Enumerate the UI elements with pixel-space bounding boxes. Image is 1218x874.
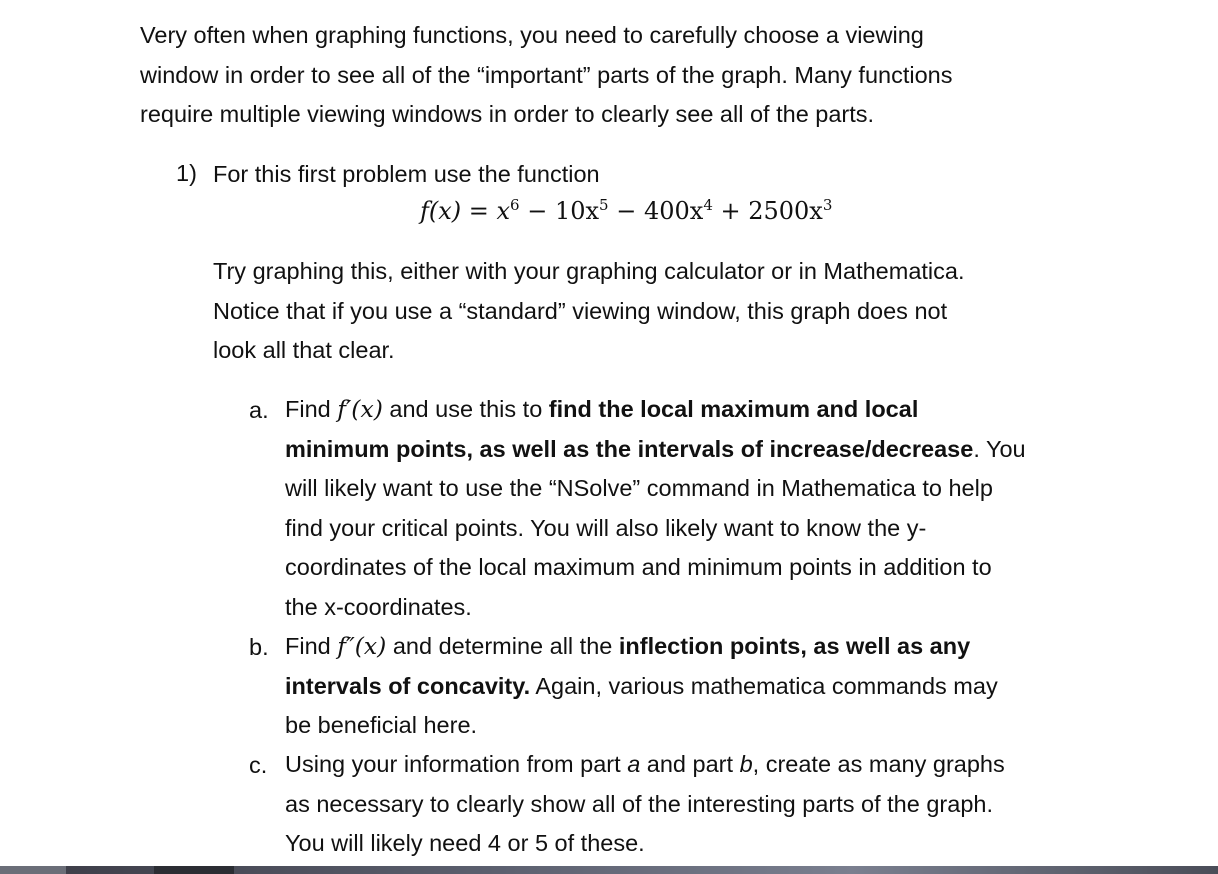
part-c-post: , create as many graphs: [752, 751, 1005, 777]
equation-term-2: − 10x: [519, 197, 600, 225]
intro-line-3: require multiple viewing windows in order to clearly see all of the parts.: [140, 101, 875, 127]
part-b-mid: and determine all the: [386, 633, 619, 659]
part-b-bold-1: inflection points, as well as any: [618, 633, 971, 659]
part-a-line-6: the x-coordinates.: [285, 593, 472, 620]
try-line-1: Try graphing this, either with your graphing calculator or in Mathematica.: [213, 258, 965, 284]
equation-term-3: − 400x: [608, 197, 704, 225]
second-derivative: f″(x): [337, 632, 387, 660]
part-a-bold-1: find the local maximum and local: [548, 396, 919, 422]
taskbar-item[interactable]: [0, 866, 66, 874]
part-b-post: Again, various mathematica commands may: [530, 672, 998, 699]
equation-term-4: + 2500x: [712, 197, 823, 225]
equation-exponent-6: 6: [510, 196, 520, 214]
intro-paragraph: [140, 16, 952, 135]
part-c-pre: Using your information from part: [285, 751, 628, 777]
part-a-mid: and use this to: [382, 396, 549, 422]
part-a-bold-2: minimum points, as well as the intervals of increase/decrease: [285, 435, 974, 462]
try-line-3: look all that clear.: [213, 337, 395, 363]
try-line-2: Notice that if you use a “standard” viewing window, this graph does not: [213, 297, 948, 324]
taskbar-item[interactable]: [154, 866, 234, 874]
part-a-line-5: coordinates of the local maximum and minimum points in addition to: [285, 554, 992, 580]
intro-line-2: window in order to see all of the “important” parts of the graph. Many functions: [140, 61, 953, 88]
part-a-label: a.: [249, 397, 269, 423]
part-b-label: b.: [249, 634, 269, 660]
part-a-line-3: will likely want to use the “NSolve” command in Mathematica to help: [285, 475, 993, 501]
part-b-bold-2: intervals of concavity.: [285, 672, 531, 699]
part-a-post: . You: [973, 435, 1026, 462]
part-c-line-2: as necessary to clearly show all of the interesting parts of the graph.: [285, 790, 993, 817]
equation-exponent-5: 5: [599, 196, 609, 214]
first-derivative: f′(x): [337, 395, 383, 423]
part-b-text: [285, 627, 998, 746]
part-a-line-4: find your critical points. You will also likely want to know the y-: [285, 514, 927, 541]
part-c-text: [285, 745, 1005, 864]
part-c-label: c.: [249, 752, 268, 778]
function-equation: [420, 196, 832, 225]
problem-lead: For this first problem use the function: [213, 161, 600, 187]
equation-lhs: f(x) = x: [420, 197, 511, 225]
equation-exponent-4: 4: [703, 196, 713, 214]
problem-number: 1): [176, 160, 197, 186]
equation-exponent-3: 3: [822, 196, 833, 214]
intro-line-1: Very often when graphing functions, you need to carefully choose a viewing: [140, 22, 924, 48]
part-c-line-3: You will likely need 4 or 5 of these.: [285, 830, 645, 856]
try-paragraph: [213, 252, 964, 371]
part-a-text: [285, 390, 1026, 627]
part-c-ref-a: a: [627, 751, 641, 777]
part-c-mid: and part: [640, 751, 740, 777]
part-b-find: Find: [285, 633, 338, 659]
part-a-find: Find: [285, 396, 338, 422]
part-c-ref-b: b: [739, 751, 753, 777]
taskbar[interactable]: [0, 866, 1218, 874]
part-b-line-3: be beneficial here.: [285, 712, 478, 738]
